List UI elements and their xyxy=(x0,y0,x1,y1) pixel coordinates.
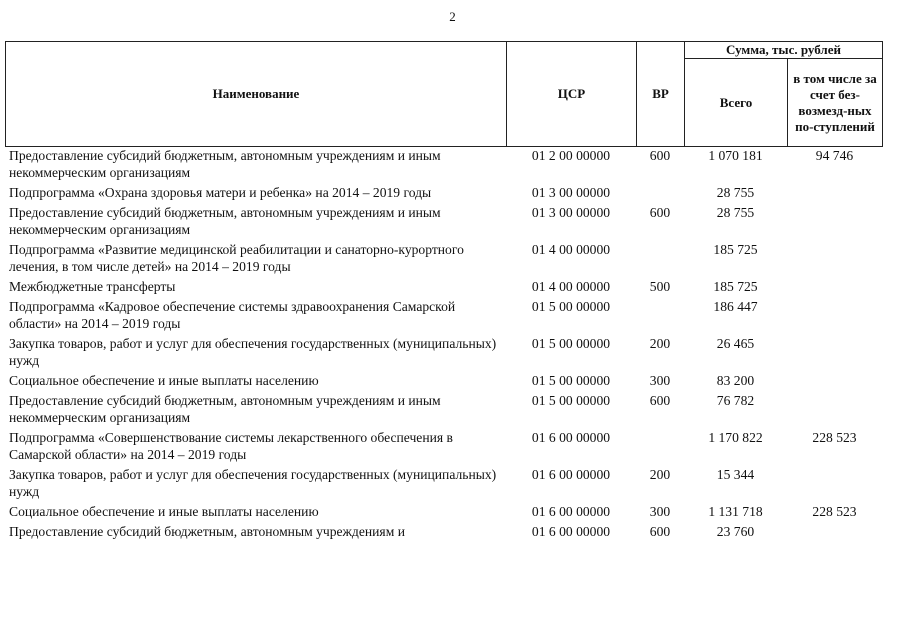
row-free-receipts: 228 523 xyxy=(812,504,857,519)
row-csr: 01 5 00 00000 xyxy=(531,393,611,408)
table-header xyxy=(5,41,883,147)
row-free-receipts xyxy=(787,335,882,372)
row-vr xyxy=(636,429,684,466)
row-vr: 500 xyxy=(649,279,671,294)
row-csr: 01 6 00 00000 xyxy=(531,504,611,519)
table-row xyxy=(5,278,882,298)
row-vr xyxy=(636,298,684,335)
row-csr: 01 5 00 00000 xyxy=(531,336,611,351)
table-row xyxy=(5,466,882,503)
row-vr: 300 xyxy=(649,504,671,519)
row-vr: 600 xyxy=(649,148,671,163)
row-name: Предоставление субсидий бюджетным, автономным учреждениям и xyxy=(9,524,405,539)
row-name: Подпрограмма «Охрана здоровья матери и ребенка» на 2014 – 2019 годы xyxy=(9,185,432,200)
row-csr: 01 3 00 00000 xyxy=(531,205,611,220)
row-total: 15 344 xyxy=(716,467,755,482)
row-free-receipts: 228 523 xyxy=(812,430,857,445)
column-header-sum-group: Сумма, тыс. рублей xyxy=(685,42,883,59)
table-row xyxy=(5,298,882,335)
row-name: Межбюджетные трансферты xyxy=(9,279,176,294)
row-total: 186 447 xyxy=(713,299,758,314)
budget-table xyxy=(5,147,882,543)
row-total: 185 725 xyxy=(713,242,758,257)
row-vr: 200 xyxy=(649,467,671,482)
row-name: Подпрограмма «Совершенствование системы лекарственного обеспечения в Самарской области» на 2014 – 2019 годы xyxy=(9,430,453,462)
row-total: 83 200 xyxy=(716,373,755,388)
row-free-receipts xyxy=(787,204,882,241)
free-receipts-label: в том числе за счет без-возмезд-ных по-ступлений xyxy=(793,70,877,134)
table-row xyxy=(5,184,882,204)
row-csr: 01 6 00 00000 xyxy=(531,430,611,445)
row-total: 26 465 xyxy=(716,336,755,351)
table-row xyxy=(5,523,882,543)
column-header-vr: ВР xyxy=(637,42,685,147)
row-name: Предоставление субсидий бюджетным, автономным учреждениям и иным некоммерческим организациям xyxy=(9,148,441,180)
row-csr: 01 3 00 00000 xyxy=(531,185,611,200)
row-free-receipts xyxy=(787,392,882,429)
row-vr: 300 xyxy=(649,373,671,388)
row-total: 185 725 xyxy=(713,279,758,294)
column-header-total: Всего xyxy=(685,59,788,147)
row-csr: 01 4 00 00000 xyxy=(531,242,611,257)
column-header-free-receipts xyxy=(788,59,883,147)
row-name: Социальное обеспечение и иные выплаты населению xyxy=(9,504,319,519)
row-vr xyxy=(636,184,684,204)
table-row xyxy=(5,429,882,466)
table-row xyxy=(5,392,882,429)
row-csr: 01 2 00 00000 xyxy=(531,148,611,163)
row-total: 1 170 822 xyxy=(708,430,763,445)
column-header-csr: ЦСР xyxy=(507,42,637,147)
row-free-receipts: 94 746 xyxy=(815,148,854,163)
row-vr xyxy=(636,241,684,278)
row-csr: 01 6 00 00000 xyxy=(531,524,611,539)
row-total: 1 131 718 xyxy=(708,504,763,519)
row-name: Подпрограмма «Развитие медицинской реабилитации и санаторно-курортного лечения, в том числе детей» на 2014 – 2019 годы xyxy=(9,242,464,274)
row-free-receipts xyxy=(787,278,882,298)
row-name: Предоставление субсидий бюджетным, автономным учреждениям и иным некоммерческим организациям xyxy=(9,393,441,425)
row-name: Закупка товаров, работ и услуг для обеспечения государственных (муниципальных) нужд xyxy=(9,336,497,368)
table-row xyxy=(5,335,882,372)
column-header-name: Наименование xyxy=(6,42,507,147)
row-name: Подпрограмма «Кадровое обеспечение системы здравоохранения Самарской области» на 2014 – 2019 годы xyxy=(9,299,456,331)
row-csr: 01 6 00 00000 xyxy=(531,467,611,482)
row-free-receipts xyxy=(787,298,882,335)
row-csr: 01 5 00 00000 xyxy=(531,299,611,314)
row-vr: 600 xyxy=(649,524,671,539)
row-vr: 200 xyxy=(649,336,671,351)
row-free-receipts xyxy=(787,184,882,204)
row-free-receipts xyxy=(787,466,882,503)
row-vr: 600 xyxy=(649,205,671,220)
row-csr: 01 5 00 00000 xyxy=(531,373,611,388)
row-free-receipts xyxy=(787,523,882,543)
row-name: Закупка товаров, работ и услуг для обеспечения государственных (муниципальных) нужд xyxy=(9,467,497,499)
table-row xyxy=(5,241,882,278)
row-csr: 01 4 00 00000 xyxy=(531,279,611,294)
table-row xyxy=(5,372,882,392)
row-name: Социальное обеспечение и иные выплаты населению xyxy=(9,373,319,388)
row-vr: 600 xyxy=(649,393,671,408)
page-number: 2 xyxy=(449,9,456,24)
row-total: 1 070 181 xyxy=(708,148,763,163)
row-total: 23 760 xyxy=(716,524,755,539)
table-row xyxy=(5,204,882,241)
row-total: 28 755 xyxy=(716,185,755,200)
row-total: 28 755 xyxy=(716,205,755,220)
row-free-receipts xyxy=(787,241,882,278)
row-total: 76 782 xyxy=(716,393,755,408)
table-row xyxy=(5,147,882,184)
table-row xyxy=(5,503,882,523)
row-free-receipts xyxy=(787,372,882,392)
row-name: Предоставление субсидий бюджетным, автономным учреждениям и иным некоммерческим организациям xyxy=(9,205,441,237)
